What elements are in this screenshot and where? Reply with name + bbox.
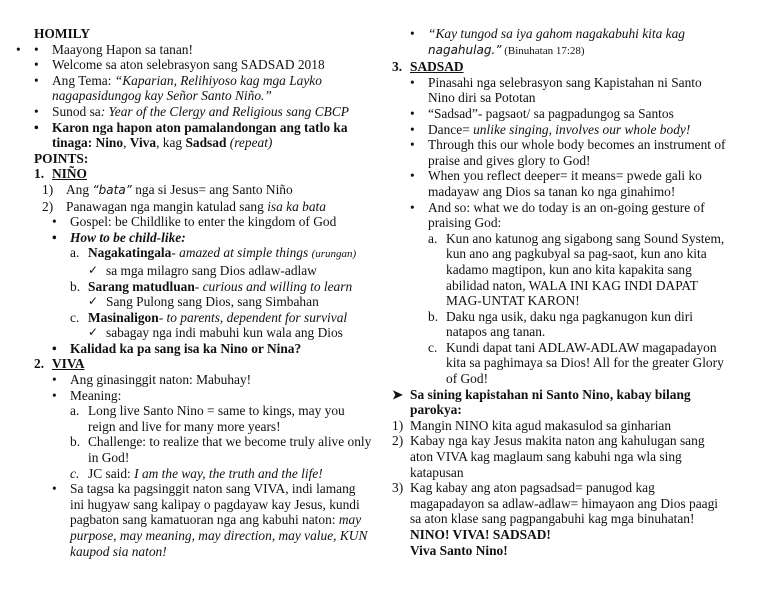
nino-howto: • How to be child-like: <box>52 229 186 245</box>
viva-paragraph-3: pagbaton sang kamatuoran nga ang kabuhi naton: may <box>70 512 362 528</box>
closing-item-3-3: sa aton klase sang pagpangabuhi kag mga binuhatan! <box>410 511 695 527</box>
sadsad-bullet-6-2: praising God: <box>428 215 502 231</box>
viva-paragraph-5: kaupod sia naton! <box>70 543 167 559</box>
sadsad-item-a-3: kadamo magtipon, kun ano kita kapakita sang <box>446 261 692 277</box>
sadsad-item-a-5: MAG-UNTAT KARON! <box>446 293 580 309</box>
sadsad-item-a-4: abilidad naton, WALA INI KAG INDI DAPAT <box>446 277 698 293</box>
viva-paragraph: • Sa tagsa ka pagsinggit naton sang VIVA, indi lamang <box>52 481 356 497</box>
homily-heading: HOMILY <box>34 26 91 41</box>
nino-item-a: a. Nagakatingala- amazed at simple things (urungan) <box>70 245 357 261</box>
nino-item-c: c. Masinaligon- to parents, dependent for survival <box>70 309 348 325</box>
sadsad-item-b: b. Daku nga usik, daku nga pagkanugon kun diri <box>428 308 693 324</box>
sadsad-bullet-2: • “Sadsad”- pagsaot/ sa pagpadungog sa Santos <box>410 105 674 121</box>
closing-heading-2: parokya: <box>410 402 462 418</box>
viva-item-b-2: in God! <box>88 450 130 466</box>
sadsad-bullet-4-2: praise and gives glory to God! <box>428 152 591 168</box>
sadsad-bullet-1-2: Nino diri sa Pototan <box>428 90 536 106</box>
sadsad-item-a-2: kun ano ang pagkubyal sa pag-saot, kun ano kita <box>446 246 707 262</box>
closing-item-1: 1) Mangin NINO kita agud makasulod sa ginharian <box>392 417 672 433</box>
nino-item-a-check: ✓ sa mga milagro sang Dios adlaw-adlaw <box>88 262 317 278</box>
nino-heading: 1. NIÑO <box>34 166 87 182</box>
sadsad-bullet-5-2: madayaw ang Dios sa tanan ko nga ginahimo! <box>428 183 676 199</box>
karon-line: • Karon nga hapon aton pamalandongan ang tatlo ka <box>34 119 348 135</box>
nino-kalidad: • Kalidad ka pa sang isa ka Nino or Nina? <box>52 340 302 356</box>
tema-line-2: nagapasidungog kay Señor Santo Niño.” <box>52 88 272 104</box>
nino-item-b-check: ✓ Sang Pulong sang Dios, sang Simbahan <box>88 294 319 310</box>
sunod-line: • Sunod sa: Year of the Clergy and Religious sang CBCP <box>34 103 349 119</box>
sadsad-item-b-2: natapos ang tanan. <box>446 324 546 340</box>
nino-sub-1: 1) Ang “bata” nga si Jesus= ang Santo Niño <box>42 181 293 197</box>
sadsad-bullet-4: • Through this our whole body becomes an instrument of <box>410 137 726 153</box>
sadsad-bullet-3: • Dance= unlike singing, involves our whole body! <box>410 121 691 137</box>
viva-item-a: a. Long live Santo Nino = same to kings, may you <box>70 403 345 419</box>
tema-line: • Ang Tema: “Kaparian, Relihiyoso kag mga Layko <box>34 72 322 88</box>
viva-bullet-1: • Ang ginasinggit naton: Mabuhay! <box>52 372 252 388</box>
closing-item-3: 3) Kag kabay ang aton pagsadsad= panugod kag <box>392 480 655 496</box>
nino-sub-2: 2) Panawagan nga mangin katulad sang isa ka bata <box>42 198 326 214</box>
sadsad-bullet-1: • Pinasahi nga selebrasyon sang Kapistahan ni Santo <box>410 74 702 90</box>
checkmark-icon: ✓ <box>88 325 99 340</box>
checkmark-icon: ✓ <box>88 262 99 277</box>
arrow-right-icon: ➤ <box>392 386 403 402</box>
homily-right-column <box>392 26 742 558</box>
intro-welcome: • Welcome sa aton selebrasyon sang SADSAD 2018 <box>34 57 325 73</box>
checkmark-icon: ✓ <box>88 294 99 309</box>
sadsad-heading: 3. SADSAD <box>392 59 464 75</box>
closing-item-2: 2) Kabay nga kay Jesus makita naton ang kahulugan sang <box>392 433 705 449</box>
sadsad-item-c-3: of God! <box>446 371 489 387</box>
nino-item-c-check: ✓ sabagay nga indi mabuhi kun wala ang Dios <box>88 325 343 341</box>
closing-item-3-2: magapadayon sa adlaw-adlaw= himayaon ang Dios paagi <box>410 495 718 511</box>
sadsad-item-a: a. Kun ano katunog ang sigabong sang Sound System, <box>428 230 725 246</box>
viva-bullet-2: • Meaning: <box>52 387 122 403</box>
closing-viva: Viva Santo Nino! <box>410 542 508 558</box>
sadsad-bullet-6: • And so: what we do today is an on-going gesture of <box>410 199 705 215</box>
sadsad-item-c: c. Kundi dapat tani ADLAW-ADLAW magapadayon <box>428 339 717 355</box>
viva-paragraph-2: ini hugyaw sang kalipay o pagdayaw kay Jesus, kundi <box>70 496 360 512</box>
sadsad-bullet-5: • When you reflect deeper= it means= pwede gali ko <box>410 168 702 184</box>
viva-item-a-2: reign and live for many more years! <box>88 418 281 434</box>
closing-heading: ➤ Sa sining kapistahan ni Santo Nino, kabay bilang <box>392 386 691 402</box>
viva-item-b: b. Challenge: to realize that we become truly alive only <box>70 434 372 450</box>
intro-greeting: • • Maayong Hapon sa tanan! <box>34 42 384 58</box>
points-heading: POINTS: <box>34 150 89 166</box>
closing-item-2-3: katapusan <box>410 464 464 480</box>
homily-left-column <box>34 26 384 559</box>
karon-line-2: tinaga: Nino, Viva, kag Sadsad (repeat) <box>52 135 273 151</box>
quote-line: • “Kay tungod sa iya gahom nagakabuhi kita kag <box>410 26 686 41</box>
viva-heading: 2. VIVA <box>34 356 85 372</box>
quote-line-2: nagahulag.” (Binuhatan 17:28) <box>428 42 585 57</box>
viva-item-c: c. JC said: I am the way, the truth and the life! <box>70 465 323 481</box>
sadsad-item-c-2: kita sa paghimaya sa Dios! All for the greater Glory <box>446 355 724 371</box>
closing-item-2-2: aton VIVA kag maglaum sang kabuhi nga wla sing <box>410 449 682 465</box>
viva-paragraph-4: purpose, may meaning, may direction, may value, KUN <box>70 528 368 543</box>
closing-acclamation: NINO! VIVA! SADSAD! <box>410 527 551 542</box>
nino-item-b: b. Sarang matudluan- curious and willing to learn <box>70 278 353 294</box>
nino-gospel: • Gospel: be Childlike to enter the kingdom of God <box>52 214 337 230</box>
